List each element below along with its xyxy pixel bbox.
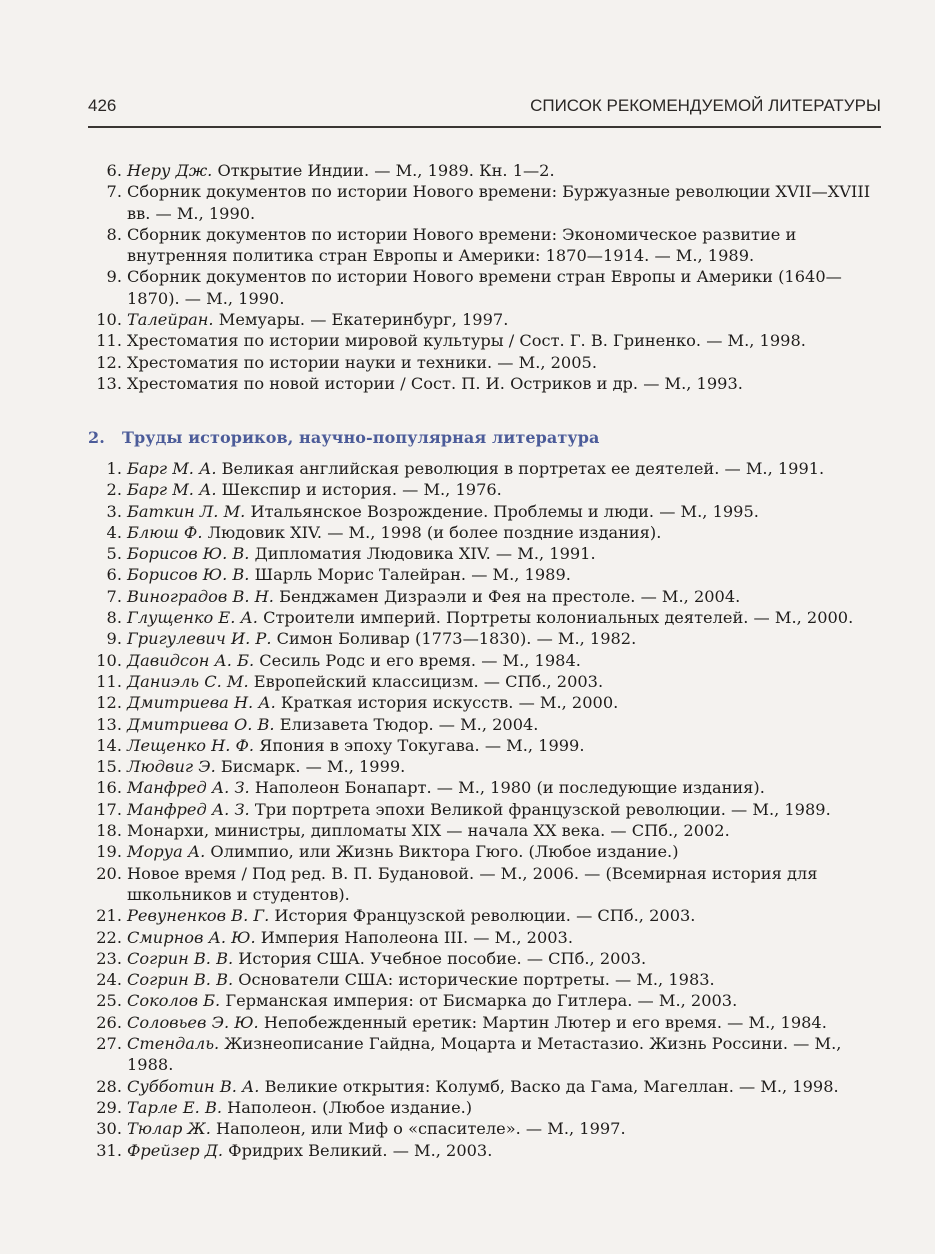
item-title: Хрестоматия по истории мировой культуры / Сост. Г. В. Гриненко. — М., 1998. <box>127 331 806 351</box>
list-item <box>88 714 881 735</box>
item-number: 14. <box>96 735 122 755</box>
section-number: 2. <box>88 428 105 447</box>
item-title: Сборник документов по истории Нового времени: Буржуазные революции XVII—XVIII вв. — М., 1990. <box>127 182 871 223</box>
item-author: Баткин Л. М. <box>127 501 246 521</box>
item-author: Соколов Б. <box>127 991 221 1011</box>
list-item <box>88 330 881 351</box>
list-item <box>88 671 881 692</box>
sources-list <box>88 160 881 394</box>
item-title: Наполеон, или Миф о «спасителе». — М., 1997. <box>210 1119 626 1139</box>
item-citation <box>127 628 881 649</box>
list-item <box>88 692 881 713</box>
item-title: Открытие Индии. — М., 1989. Кн. 1—2. <box>212 161 555 180</box>
item-author: Тарле Е. В. <box>127 1097 222 1117</box>
item-author: Талейран. <box>127 310 214 330</box>
list-item <box>88 373 881 394</box>
item-author: Соловьев Э. Ю. <box>127 1012 259 1032</box>
item-title: Монархи, министры, дипломаты XIX — начала XX века. — СПб., 2002. <box>127 821 730 841</box>
item-number: 27. <box>96 1034 122 1054</box>
item-title: Сборник документов по истории Нового времени стран Европы и Америки (1640—1870). — М., 1990. <box>127 267 842 308</box>
item-citation <box>127 841 881 862</box>
list-item <box>88 522 881 543</box>
item-citation <box>127 863 881 906</box>
item-number: 15. <box>96 757 122 777</box>
item-author: Согрин В. В. <box>127 948 234 968</box>
item-title: Великие открытия: Колумб, Васко да Гама, Магеллан. — М., 1998. <box>259 1076 839 1096</box>
list-item <box>88 799 881 820</box>
item-title: Жизнеописание Гайдна, Моцарта и Метастазио. Жизнь Россини. — М., 1988. <box>127 1034 842 1075</box>
item-citation <box>127 501 881 522</box>
item-title: Фридрих Великий. — М., 2003. <box>223 1140 493 1160</box>
item-author: Борисов Ю. В. <box>127 544 250 564</box>
item-author: Дмитриева О. В. <box>127 714 275 734</box>
list-item <box>88 628 881 649</box>
item-citation <box>127 905 881 926</box>
item-number: 28. <box>96 1076 122 1096</box>
item-title: Наполеон. (Любое издание.) <box>222 1097 473 1117</box>
list-item <box>88 181 881 224</box>
item-author: Виноградов В. Н. <box>127 586 274 606</box>
item-citation <box>127 309 881 330</box>
item-citation <box>127 564 881 585</box>
item-author: Барг М. А. <box>127 480 217 500</box>
item-citation <box>127 927 881 948</box>
list-item <box>88 777 881 798</box>
item-title: Новое время / Под ред. В. П. Будановой. — М., 2006. — (Всемирная история для школьников и студентов). <box>127 863 818 904</box>
item-number: 13. <box>96 714 122 734</box>
list-item <box>88 990 881 1011</box>
item-author: Неру Дж. <box>127 161 213 180</box>
item-title: Европейский классицизм. — СПб., 2003. <box>248 671 604 691</box>
item-citation <box>127 1140 881 1161</box>
item-number: 30. <box>96 1119 122 1139</box>
item-citation <box>127 1012 881 1033</box>
section-title-text: Труды историков, научно-популярная литература <box>122 428 600 447</box>
list-item <box>88 309 881 330</box>
item-author: Согрин В. В. <box>127 970 234 990</box>
list-item <box>88 820 881 841</box>
list-item <box>88 863 881 906</box>
item-title: Основатели США: исторические портреты. — М., 1983. <box>233 970 715 990</box>
item-number: 1. <box>106 459 122 478</box>
list-item <box>88 969 881 990</box>
list-item <box>88 1118 881 1139</box>
list-item <box>88 586 881 607</box>
item-number: 3. <box>106 501 122 521</box>
list-item <box>88 607 881 628</box>
list-item <box>88 224 881 267</box>
item-author: Тюлар Ж. <box>127 1119 211 1139</box>
item-title: Наполеон Бонапарт. — М., 1980 (и последующие издания). <box>249 778 765 798</box>
list-item <box>88 948 881 969</box>
item-number: 10. <box>96 650 122 670</box>
item-title: Сесиль Родс и его время. — М., 1984. <box>254 650 581 670</box>
item-citation <box>127 330 881 351</box>
item-citation <box>127 969 881 990</box>
item-title: Хрестоматия по истории науки и техники. — М., 2005. <box>127 352 597 372</box>
item-number: 10. <box>96 310 122 330</box>
item-citation <box>127 607 881 628</box>
item-number: 21. <box>96 906 122 926</box>
item-citation <box>127 756 881 777</box>
item-title: Олимпио, или Жизнь Виктора Гюго. (Любое издание.) <box>205 842 679 862</box>
list-item <box>88 564 881 585</box>
list-item <box>88 1140 881 1161</box>
item-citation <box>127 224 881 267</box>
list-item <box>88 501 881 522</box>
item-number: 26. <box>96 1012 122 1032</box>
item-number: 9. <box>106 629 122 649</box>
item-number: 7. <box>106 182 122 202</box>
item-number: 11. <box>96 671 122 691</box>
item-title: Хрестоматия по новой истории / Сост. П. И. Остриков и др. — М., 1993. <box>127 373 743 393</box>
item-citation <box>127 586 881 607</box>
list-item <box>88 735 881 756</box>
item-number: 25. <box>96 991 122 1011</box>
item-citation <box>127 1097 881 1118</box>
item-author: Барг М. А. <box>127 459 217 478</box>
list-item <box>88 543 881 564</box>
item-citation <box>127 181 881 224</box>
item-citation <box>127 543 881 564</box>
item-number: 6. <box>106 565 122 585</box>
list-item <box>88 160 881 181</box>
item-title: Великая английская революция в портретах ее деятелей. — М., 1991. <box>216 459 825 478</box>
item-number: 5. <box>106 544 122 564</box>
list-item <box>88 266 881 309</box>
item-title: Людовик XIV. — М., 1998 (и более поздние издания). <box>202 522 662 542</box>
item-title: Строители империй. Портреты колониальных деятелей. — М., 2000. <box>257 608 854 628</box>
item-citation <box>127 650 881 671</box>
item-author: Дмитриева Н. А. <box>127 693 276 713</box>
item-author: Смирнов А. Ю. <box>127 927 256 947</box>
item-title: Германская империя: от Бисмарка до Гитлера. — М., 2003. <box>220 991 738 1011</box>
item-number: 31. <box>96 1140 122 1160</box>
item-number: 24. <box>96 970 122 990</box>
item-citation <box>127 160 881 181</box>
item-number: 7. <box>106 586 122 606</box>
item-number: 23. <box>96 948 122 968</box>
list-item <box>88 1012 881 1033</box>
item-number: 16. <box>96 778 122 798</box>
item-title: Непобежденный еретик: Мартин Лютер и его время. — М., 1984. <box>258 1012 827 1032</box>
item-author: Блюш Ф. <box>127 522 203 542</box>
item-number: 8. <box>106 608 122 628</box>
item-title: Бенджамен Дизраэли и Фея на престоле. — М., 2004. <box>273 586 741 606</box>
item-title: История США. Учебное пособие. — СПб., 2003. <box>233 948 647 968</box>
item-title: Елизавета Тюдор. — М., 2004. <box>274 714 539 734</box>
section-heading <box>88 428 600 447</box>
item-number: 12. <box>96 352 122 372</box>
item-number: 19. <box>96 842 122 862</box>
item-citation <box>127 735 881 756</box>
item-citation <box>127 479 881 500</box>
item-title: Бисмарк. — М., 1999. <box>215 757 406 777</box>
historians-works-list <box>88 458 881 1161</box>
item-author: Фрейзер Д. <box>127 1140 224 1160</box>
page-number: 426 <box>88 96 117 115</box>
item-title: Три портрета эпохи Великой французской революции. — М., 1989. <box>249 799 831 819</box>
item-number: 20. <box>96 863 122 883</box>
item-number: 11. <box>96 331 122 351</box>
item-number: 12. <box>96 693 122 713</box>
list-item <box>88 1076 881 1097</box>
item-citation <box>127 820 881 841</box>
list-item <box>88 650 881 671</box>
list-item <box>88 1097 881 1118</box>
item-number: 13. <box>96 373 122 393</box>
item-author: Стендаль. <box>127 1034 220 1054</box>
item-title: Итальянское Возрождение. Проблемы и люди. — М., 1995. <box>245 501 759 521</box>
item-number: 4. <box>106 522 122 542</box>
item-number: 2. <box>106 480 122 500</box>
item-author: Даниэль С. М. <box>127 671 249 691</box>
item-citation <box>127 1033 881 1076</box>
item-number: 8. <box>106 224 122 244</box>
item-number: 9. <box>106 267 122 287</box>
list-item <box>88 841 881 862</box>
item-title: Симон Боливар (1773—1830). — М., 1982. <box>271 629 637 649</box>
item-title: Мемуары. — Екатеринбург, 1997. <box>213 310 509 330</box>
item-citation <box>127 692 881 713</box>
item-citation <box>127 458 881 479</box>
running-title: СПИСОК РЕКОМЕНДУЕМОЙ ЛИТЕРАТУРЫ <box>530 96 881 115</box>
item-title: Империя Наполеона III. — М., 2003. <box>255 927 573 947</box>
list-item <box>88 1033 881 1076</box>
item-author: Моруа А. <box>127 842 206 862</box>
item-citation <box>127 1076 881 1097</box>
item-author: Людвиг Э. <box>127 757 216 777</box>
item-title: Япония в эпоху Токугава. — М., 1999. <box>254 735 585 755</box>
item-number: 17. <box>96 799 122 819</box>
item-title: Дипломатия Людовика XIV. — М., 1991. <box>249 544 596 564</box>
list-item <box>88 458 881 479</box>
item-citation <box>127 1118 881 1139</box>
item-citation <box>127 373 881 394</box>
item-citation <box>127 777 881 798</box>
list-item <box>88 479 881 500</box>
item-citation <box>127 990 881 1011</box>
item-number: 6. <box>106 161 122 180</box>
item-title: Шарль Морис Талейран. — М., 1989. <box>249 565 571 585</box>
item-title: Шекспир и история. — М., 1976. <box>216 480 502 500</box>
item-author: Манфред А. З. <box>127 799 250 819</box>
item-title: Сборник документов по истории Нового времени: Экономическое развитие и внутренняя политика стран Европы и Америки: 1870—1914. — М., 1989. <box>127 224 797 266</box>
item-citation <box>127 714 881 735</box>
item-citation <box>127 948 881 969</box>
item-author: Глущенко Е. А. <box>127 608 258 628</box>
item-author: Субботин В. А. <box>127 1076 260 1096</box>
list-item <box>88 756 881 777</box>
list-item <box>88 927 881 948</box>
item-citation <box>127 266 881 309</box>
item-citation <box>127 671 881 692</box>
item-author: Лещенко Н. Ф. <box>127 735 255 755</box>
item-number: 18. <box>96 821 122 841</box>
item-title: История Французской революции. — СПб., 2003. <box>269 906 696 926</box>
item-author: Борисов Ю. В. <box>127 565 250 585</box>
item-citation <box>127 522 881 543</box>
item-author: Ревуненков В. Г. <box>127 906 270 926</box>
item-citation <box>127 352 881 373</box>
item-number: 29. <box>96 1097 122 1117</box>
item-citation <box>127 799 881 820</box>
item-author: Манфред А. З. <box>127 778 250 798</box>
page-header <box>88 96 881 116</box>
list-item <box>88 352 881 373</box>
item-number: 22. <box>96 927 122 947</box>
item-title: Краткая история искусств. — М., 2000. <box>275 693 619 713</box>
list-item <box>88 905 881 926</box>
item-author: Давидсон А. Б. <box>127 650 255 670</box>
item-author: Григулевич И. Р. <box>127 629 272 649</box>
header-divider <box>88 126 881 128</box>
